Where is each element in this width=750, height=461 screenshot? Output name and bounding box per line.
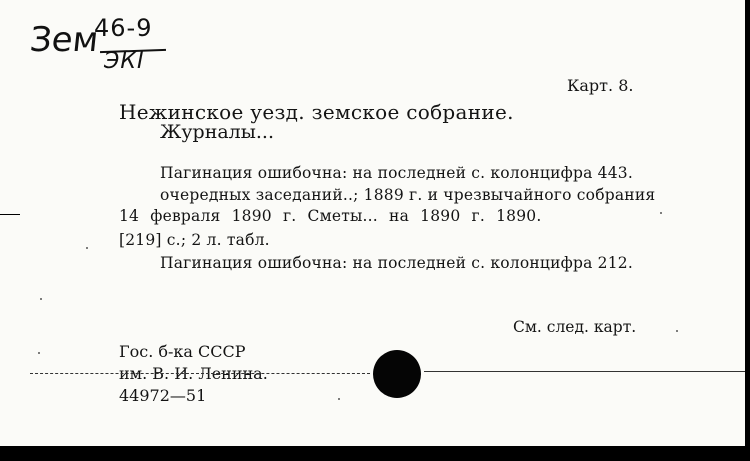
- card-sub-heading: Журналы...: [160, 121, 274, 143]
- note-line-3: 14 февраля 1890 г. Сметы... на 1890 г. 1890.: [119, 207, 542, 225]
- card-number: Карт. 8.: [567, 76, 634, 95]
- see-next-card: См. след. карт.: [513, 318, 637, 336]
- library-code: 44972—51: [119, 386, 207, 405]
- scan-border-right: [745, 0, 750, 461]
- speck: [338, 398, 340, 400]
- speck: [86, 247, 88, 249]
- guide-line-left: [30, 373, 370, 374]
- card-heading: Нежинское уезд. земское собрание.: [119, 100, 514, 124]
- note-line-4: [219] с.; 2 л. табл.: [119, 231, 270, 249]
- library-name: Гос. б-ка СССР: [119, 342, 246, 361]
- handwritten-prefix: Зем: [27, 20, 101, 60]
- handwritten-sub: ЭКI: [104, 49, 145, 74]
- guide-line-right: [424, 371, 745, 372]
- scan-border-bottom: [0, 446, 750, 461]
- punch-hole: [373, 350, 421, 398]
- speck: [40, 298, 42, 300]
- note-line-2: очередных заседаний..; 1889 г. и чрезвычайного собрания: [160, 186, 656, 204]
- handwritten-number: 46-9: [94, 14, 153, 42]
- edge-mark: [0, 214, 20, 215]
- library-dedication: им. В. И. Ленина.: [119, 364, 268, 383]
- note-line-5: Пагинация ошибочна: на последней с. колонцифра 212.: [160, 254, 633, 272]
- speck: [38, 352, 40, 354]
- note-line-1: Пагинация ошибочна: на последней с. колонцифра 443.: [160, 164, 633, 182]
- speck: [660, 212, 662, 214]
- speck: [676, 330, 678, 332]
